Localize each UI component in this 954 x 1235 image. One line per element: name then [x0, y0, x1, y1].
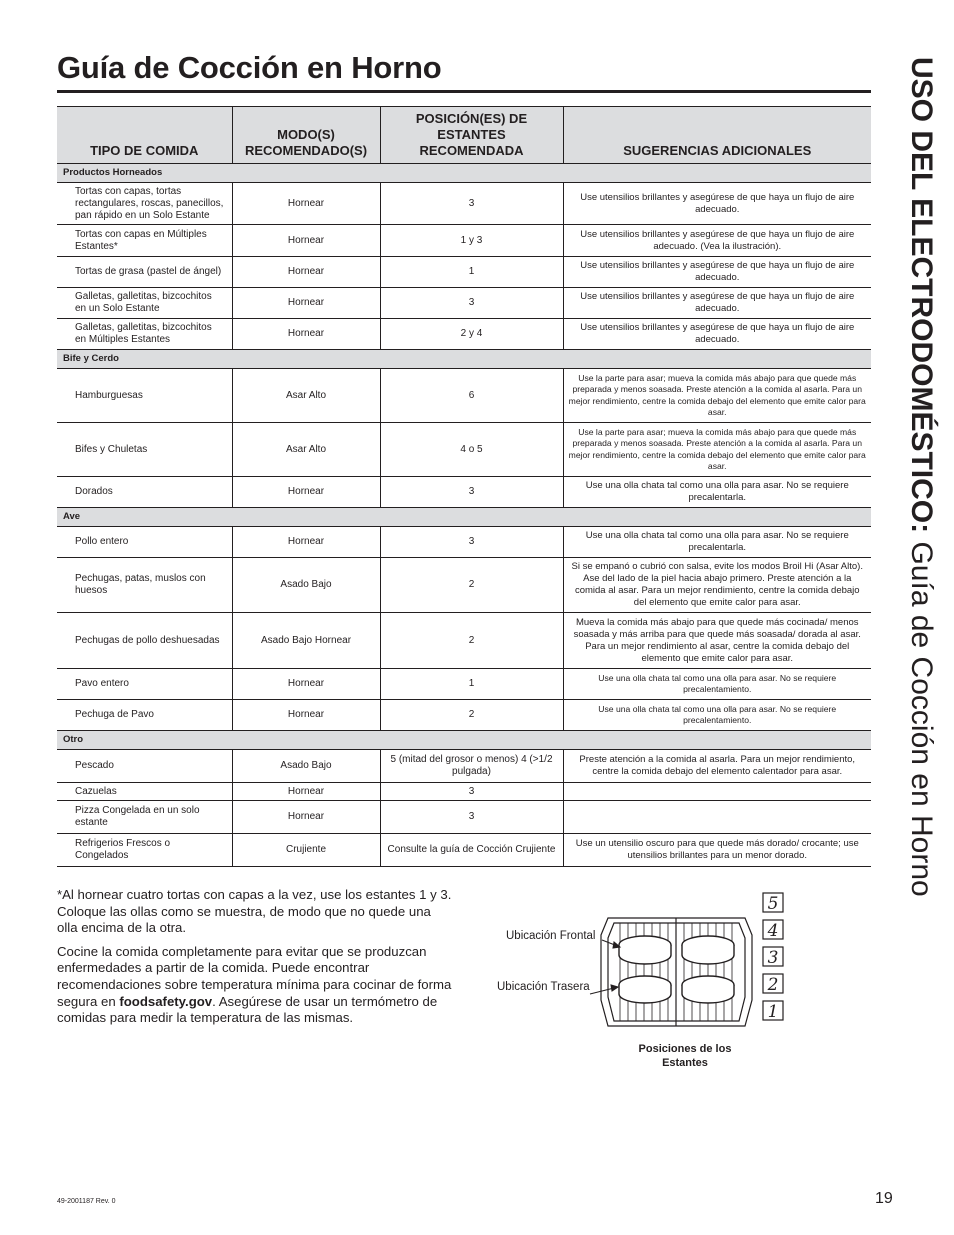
tip-cell: Use la parte para asar; mueva la comida más abajo para que quede más preparada y menos soasada. Preste atención a la comida al asarla. Para un mejor rendimiento, centre la comida debajo del elemento que emite calor para asar. — [563, 369, 871, 423]
rack-cell: 3 — [380, 527, 563, 558]
tip-cell: Use utensilios brillantes y asegúrese de que haya un flujo de aire adecuado. — [563, 183, 871, 225]
table-row — [57, 225, 871, 257]
note-food-safety-text-a: Cocine la comida completamente para evitar que se produzcan enfermedades a partir de la comida. Puede encontrar recomendaciones sobre temperatura mínima para cocinar de forma segura en — [57, 943, 452, 1009]
food-cell: Tortas con capas en Múltiples Estantes* — [57, 225, 232, 257]
mode-cell: Asado Bajo — [232, 558, 380, 613]
rack-cell: 3 — [380, 288, 563, 319]
header-food-type: TIPO DE COMIDA — [57, 107, 232, 164]
rack-cell: Consulte la guía de Cocción Crujiente — [380, 834, 563, 867]
mode-cell: Hornear — [232, 669, 380, 700]
table-row — [57, 369, 871, 423]
mode-cell: Hornear — [232, 527, 380, 558]
rack-cell: 2 — [380, 613, 563, 669]
tip-cell: Use una olla chata tal como una olla para asar. No se requiere precalentamiento. — [563, 700, 871, 731]
rack-cell: 3 — [380, 477, 563, 508]
food-cell: Hamburguesas — [57, 369, 232, 423]
tip-cell: Use una olla chata tal como una olla para asar. No se requiere precalentarla. — [563, 527, 871, 558]
rack-positions-figure — [490, 890, 790, 1080]
mode-cell: Hornear — [232, 288, 380, 319]
food-cell: Pechugas, patas, muslos con huesos — [57, 558, 232, 613]
side-tab-bold-text: USO DEL ELECTRODOMÉSTICO: — [905, 57, 938, 534]
rack-number-4: 4 — [767, 921, 779, 941]
tip-cell: Use utensilios brillantes y asegúrese de que haya un flujo de aire adecuado. — [563, 288, 871, 319]
rack-number-1: 1 — [767, 1002, 779, 1022]
table-row — [57, 750, 871, 783]
section-title: Ave — [57, 508, 871, 527]
mode-cell: Asar Alto — [232, 369, 380, 423]
table-header-row — [57, 107, 871, 164]
table-row — [57, 801, 871, 834]
food-cell: Bifes y Chuletas — [57, 423, 232, 477]
foodsafety-link[interactable]: foodsafety.gov — [119, 993, 213, 1009]
rack-cell: 2 y 4 — [380, 319, 563, 350]
header-mode: MODO(S) RECOMENDADO(S) — [232, 107, 380, 164]
note-food-safety — [57, 944, 452, 1027]
side-section-tab — [862, 45, 942, 945]
table-row — [57, 783, 871, 801]
section-row — [57, 350, 871, 369]
table-row — [57, 669, 871, 700]
header-rack: POSICIÓN(ES) DE ESTANTES RECOMENDADA — [380, 107, 563, 164]
title-rule — [57, 90, 871, 93]
food-cell: Pescado — [57, 750, 232, 783]
food-cell: Galletas, galletitas, bizcochitos en un Solo Estante — [57, 288, 232, 319]
rack-cell: 1 — [380, 257, 563, 288]
rack-cell: 2 — [380, 700, 563, 731]
rack-cell: 1 — [380, 669, 563, 700]
tip-cell: Use una olla chata tal como una olla para asar. No se requiere precalentarla. — [563, 477, 871, 508]
tip-cell: Use un utensilio oscuro para que quede más dorado/ crocante; use utensilios brillantes para un menor dorado. — [563, 834, 871, 867]
food-cell: Pizza Congelada en un solo estante — [57, 801, 232, 834]
section-title: Bife y Cerdo — [57, 350, 871, 369]
side-tab-regular-text: Guía de Cocción en Horno — [905, 533, 938, 897]
table-row — [57, 613, 871, 669]
table-row — [57, 423, 871, 477]
tip-cell: Use utensilios brillantes y asegúrese de que haya un flujo de aire adecuado. (Vea la ilustración). — [563, 225, 871, 257]
food-cell: Pechuga de Pavo — [57, 700, 232, 731]
rack-number-3: 3 — [767, 948, 779, 968]
front-location-label: Ubicación Frontal — [506, 930, 596, 942]
notes-block — [57, 887, 452, 1034]
table-row — [57, 700, 871, 731]
tip-cell: Use utensilios brillantes y asegúrese de que haya un flujo de aire adecuado. — [563, 257, 871, 288]
food-cell: Pavo entero — [57, 669, 232, 700]
rack-cell: 2 — [380, 558, 563, 613]
mode-cell: Asado Bajo — [232, 750, 380, 783]
food-cell: Pechugas de pollo deshuesadas — [57, 613, 232, 669]
tip-cell: Preste atención a la comida al asarla. Para un mejor rendimiento, centre la comida debajo del elemento calentador para asar. — [563, 750, 871, 783]
note-four-cakes: *Al hornear cuatro tortas con capas a la vez, use los estantes 1 y 3. Coloque las ollas como se muestra, de modo que no quede una olla encima de la otra. — [57, 887, 452, 936]
mode-cell: Hornear — [232, 801, 380, 834]
rack-cell: 6 — [380, 369, 563, 423]
food-cell: Pollo entero — [57, 527, 232, 558]
food-cell: Dorados — [57, 477, 232, 508]
table-row — [57, 288, 871, 319]
rack-cell: 1 y 3 — [380, 225, 563, 257]
section-row — [57, 731, 871, 750]
food-cell: Galletas, galletitas, bizcochitos en Múltiples Estantes — [57, 319, 232, 350]
tip-cell — [563, 783, 871, 801]
mode-cell: Hornear — [232, 477, 380, 508]
header-tips: SUGERENCIAS ADICIONALES — [563, 107, 871, 164]
table-row — [57, 319, 871, 350]
section-title: Productos Horneados — [57, 164, 871, 183]
mode-cell: Crujiente — [232, 834, 380, 867]
mode-cell: Asar Alto — [232, 423, 380, 477]
note-food-safety-text-b: . Asegúrese de usar un termómetro de comidas para medir la temperatura de las mismas. — [57, 993, 438, 1026]
rack-cell: 5 (mitad del grosor o menos) 4 (>1/2 pulgada) — [380, 750, 563, 783]
mode-cell: Hornear — [232, 783, 380, 801]
mode-cell: Hornear — [232, 225, 380, 257]
table-row — [57, 183, 871, 225]
tip-cell: Use una olla chata tal como una olla para asar. No se requiere precalentamiento. — [563, 669, 871, 700]
table-row — [57, 834, 871, 867]
rack-cell: 4 o 5 — [380, 423, 563, 477]
tip-cell: Use la parte para asar; mueva la comida más abajo para que quede más preparada y menos soasada. Preste atención a la comida al asarla. Para un mejor rendimiento, centre la comida debajo del elemento que emite calor para asar. — [563, 423, 871, 477]
rack-cell: 3 — [380, 783, 563, 801]
rear-location-label: Ubicación Trasera — [497, 981, 590, 993]
section-row — [57, 508, 871, 527]
table-row — [57, 477, 871, 508]
rack-cell: 3 — [380, 183, 563, 225]
table-body — [57, 164, 871, 867]
page-title: Guía de Cocción en Horno — [57, 50, 442, 85]
tip-cell: Use utensilios brillantes y asegúrese de que haya un flujo de aire adecuado. — [563, 319, 871, 350]
mode-cell: Hornear — [232, 257, 380, 288]
tip-cell: Mueva la comida más abajo para que quede más cocinada/ menos soasada y más arriba para que quede más soasada/ dorada al asar. Para un mejor rendimiento al asar, centre la comida debajo del elemento que emite calor para asar. — [563, 613, 871, 669]
cooking-guide-table — [57, 106, 871, 867]
table-row — [57, 558, 871, 613]
page-number: 19 — [875, 1190, 893, 1207]
mode-cell: Asado Bajo Hornear — [232, 613, 380, 669]
mode-cell: Hornear — [232, 183, 380, 225]
oven-rack-illustration — [490, 890, 790, 1040]
document-code: 49-2001187 Rev. 0 — [57, 1198, 116, 1205]
table-row — [57, 257, 871, 288]
rack-number-5: 5 — [767, 894, 779, 914]
food-cell: Tortas de grasa (pastel de ángel) — [57, 257, 232, 288]
mode-cell: Hornear — [232, 700, 380, 731]
tip-cell — [563, 801, 871, 834]
food-cell: Tortas con capas, tortas rectangulares, roscas, panecillos, pan rápido en un Solo Estante — [57, 183, 232, 225]
table-row — [57, 527, 871, 558]
food-cell: Cazuelas — [57, 783, 232, 801]
tip-cell: Si se empanó o cubrió con salsa, evite los modos Broil Hi (Asar Alto). Ase del lado de la piel hacia abajo primero. Preste atención a la comida al asar. Para un mejor rendimiento, centre la comida debajo del elemento que emite calor para asar. — [563, 558, 871, 613]
figure-caption: Posiciones de los Estantes — [638, 1043, 732, 1069]
section-title: Otro — [57, 731, 871, 750]
rack-number-2: 2 — [767, 975, 779, 995]
section-row — [57, 164, 871, 183]
food-cell: Refrigerios Frescos o Congelados — [57, 834, 232, 867]
rack-cell: 3 — [380, 801, 563, 834]
mode-cell: Hornear — [232, 319, 380, 350]
